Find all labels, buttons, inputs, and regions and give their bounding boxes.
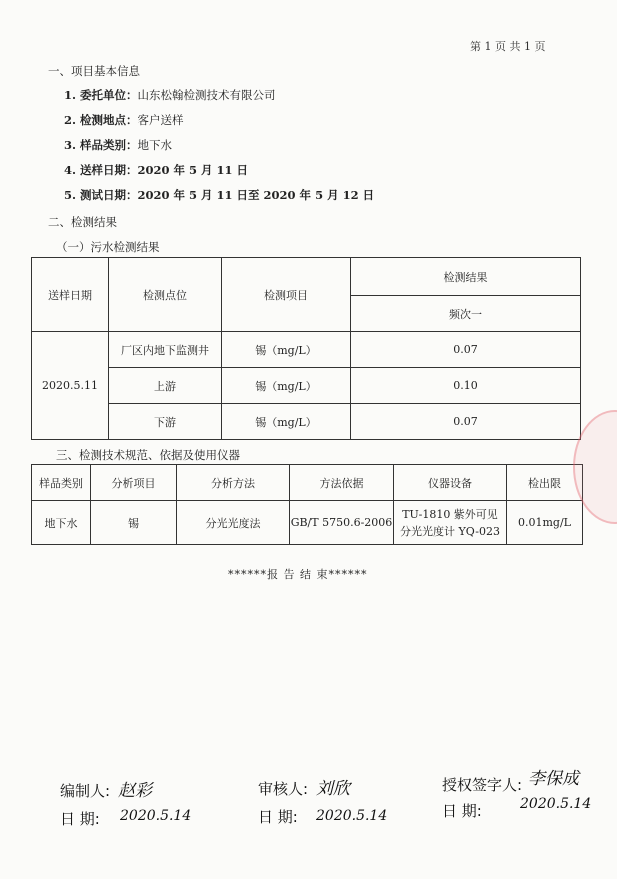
signer-date-label: 日 期: [442,802,482,820]
value-cell: 0.07 [351,332,581,368]
sample-date-cell: 2020.5.11 [32,332,109,440]
signer-date: 2020.5.14 [520,796,592,812]
reviewer-date-label: 日 期: [258,808,298,826]
info-label: 5. 测试日期： [64,188,138,202]
info-value: 地下水 [137,138,173,152]
signer-label: 授权签字人: [442,776,523,794]
info-item-category [64,137,172,153]
info-value: 山东松翰检测技术有限公司 [137,88,276,102]
table-row [32,368,581,404]
method-header: 方法依据 [290,465,394,501]
table-row [32,332,581,368]
point-cell: 下游 [109,404,222,440]
info-label: 4. 送样日期： [64,163,138,177]
header-result: 检测结果 [351,258,581,296]
info-label: 2. 检测地点： [64,113,138,127]
method-header: 分析方法 [177,465,290,501]
section-2-title: 二、检测结果 [48,215,117,229]
point-cell: 厂区内地下监测井 [109,332,222,368]
info-value: 2020 年 5 月 11 日至 2020 年 5 月 12 日 [137,188,375,202]
info-label: 3. 样品类别： [64,138,138,152]
compiler-label: 编制人: [60,782,111,800]
method-cell: 0.01mg/L [507,501,583,545]
info-item-location [64,112,184,128]
method-cell: TU-1810 紫外可见分光光度计 YQ-023 [394,501,507,545]
method-cell: GB/T 5750.6-2006 [290,501,394,545]
value-cell: 0.07 [351,404,581,440]
table-row [32,501,583,545]
results-table [31,257,581,440]
header-point: 检测点位 [109,258,222,332]
method-cell: 分光光度法 [177,501,290,545]
item-cell: 锡（mg/L） [222,368,351,404]
header-frequency: 频次一 [351,296,581,332]
report-end-text: ******报 告 结 束****** [228,568,368,581]
header-item: 检测项目 [222,258,351,332]
compiler-date: 2020.5.14 [120,808,192,824]
point-cell: 上游 [109,368,222,404]
compiler-date-label: 日 期: [60,810,100,828]
signer-signature: 李保成 [528,769,579,789]
method-cell: 地下水 [32,501,91,545]
table-row [32,404,581,440]
item-cell: 锡（mg/L） [222,404,351,440]
method-table [31,464,583,545]
reviewer-label: 审核人: [258,780,309,798]
info-value: 客户送样 [137,113,184,127]
info-item-sample-date [64,162,248,178]
section-2-subtitle: （一）污水检测结果 [56,240,160,254]
info-item-test-date [64,187,374,203]
reviewer-date: 2020.5.14 [316,808,388,824]
item-cell: 锡（mg/L） [222,332,351,368]
compiler-signature: 赵彩 [118,781,152,801]
header-date: 送样日期 [32,258,109,332]
method-header: 仪器设备 [394,465,507,501]
section-1-title: 一、项目基本信息 [48,64,140,78]
page-number: 第 1 页 共 1 页 [470,40,546,53]
info-item-client [64,87,276,103]
method-header: 检出限 [507,465,583,501]
reviewer-signature: 刘欣 [316,779,350,799]
section-3-title: 三、检测技术规范、依据及使用仪器 [56,448,240,462]
value-cell: 0.10 [351,368,581,404]
method-cell: 锡 [91,501,177,545]
info-label: 1. 委托单位： [64,88,138,102]
method-header: 分析项目 [91,465,177,501]
method-header: 样品类别 [32,465,91,501]
info-value: 2020 年 5 月 11 日 [137,163,249,177]
